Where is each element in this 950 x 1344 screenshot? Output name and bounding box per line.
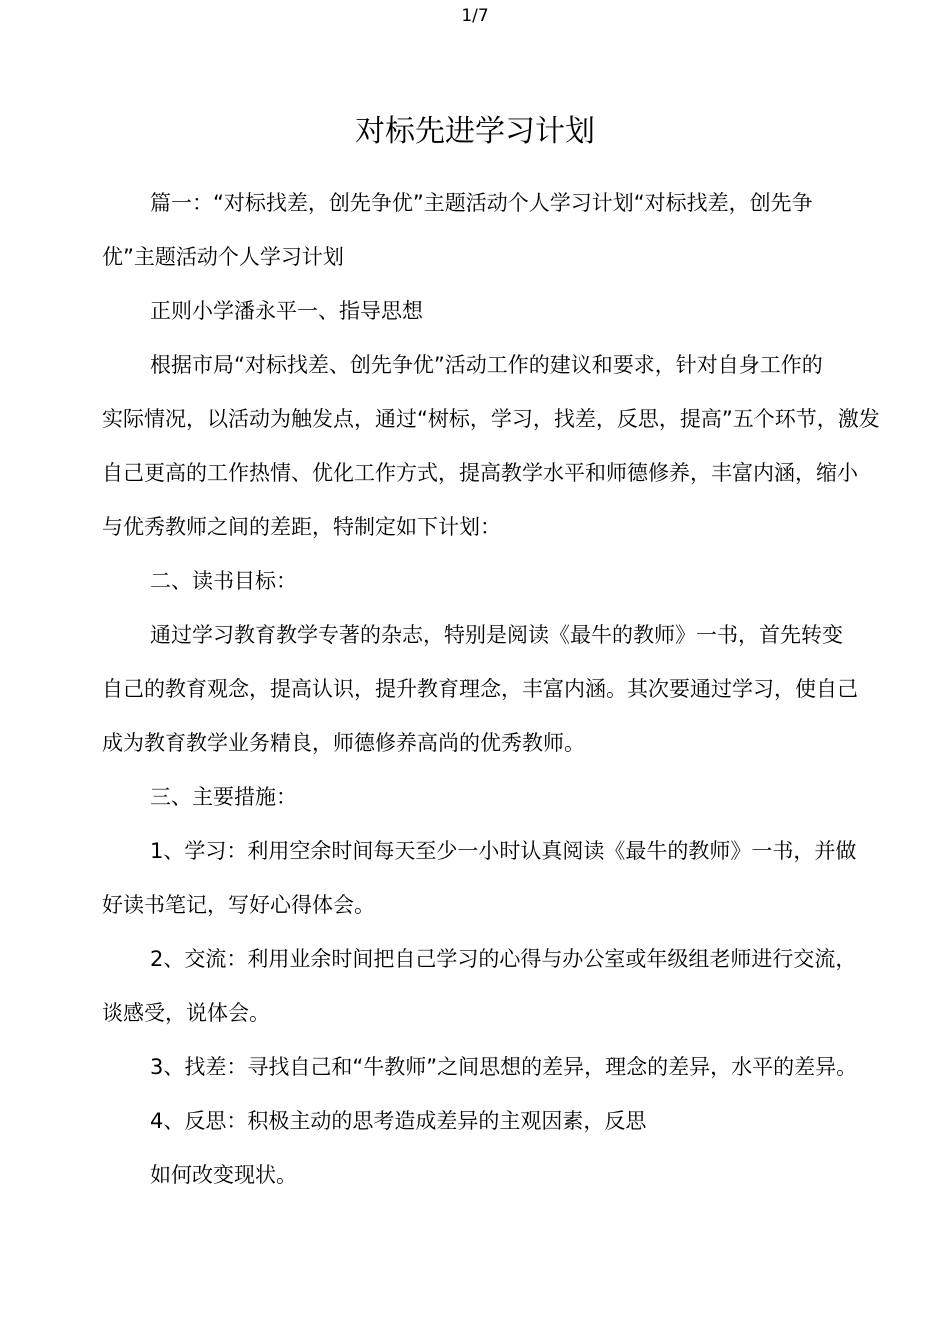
text-line: 2、交流：利用业余时间把自己学习的心得与办公室或年级组老师进行交流， [150, 947, 857, 971]
paragraph-background [102, 338, 880, 554]
text-line: 实际情况，以活动为触发点，通过“树标，学习，找差，反思，提高”五个环节，激发 [102, 407, 880, 431]
text-line: 4、反思：积极主动的思考造成差异的主观因素，反思 [150, 1109, 647, 1133]
text-line: 自己更高的工作热情、优化工作方式，提高教学水平和师德修养，丰富内涵，缩小 [102, 461, 858, 485]
text-line: 根据市局“对标找差、创先争优”活动工作的建议和要求，针对自身工作的 [150, 353, 823, 377]
text-line: 篇一：“对标找差，创先争优”主题活动个人学习计划“对标找差，创先争 [150, 191, 813, 215]
text-line: 谈感受，说体会。 [102, 1001, 270, 1025]
paragraph-author-guiding-thought [102, 284, 850, 338]
measure-item-study [102, 824, 857, 932]
text-line: 二、读书目标： [150, 569, 297, 593]
text-line: 自己的教育观念，提高认识，提升教育理念，丰富内涵。其次要通过学习，使自己 [102, 677, 858, 701]
paragraph-change-status [102, 1148, 850, 1202]
text-line: 成为教育教学业务精良，师德修养高尚的优秀教师。 [102, 731, 585, 755]
text-line: 三、主要措施： [150, 785, 297, 809]
text-line: 如何改变现状。 [150, 1163, 297, 1187]
text-line: 3、找差：寻找自己和“牛教师”之间思想的差异，理念的差异，水平的差异。 [150, 1055, 858, 1079]
text-line: 通过学习教育教学专著的杂志，特别是阅读《最牛的教师》一书，首先转变 [150, 623, 843, 647]
text-line: 正则小学潘永平一、指导思想 [150, 299, 423, 323]
measure-item-exchange [102, 932, 857, 1040]
text-line: 好读书笔记，写好心得体会。 [102, 893, 375, 917]
document-title: 对标先进学习计划 [355, 114, 595, 149]
text-line: 优”主题活动个人学习计划 [102, 245, 344, 269]
measure-item-reflect [102, 1094, 850, 1148]
measure-item-find-gaps [102, 1040, 858, 1094]
text-line: 1、学习：利用空余时间每天至少一小时认真阅读《最牛的教师》一书，并做 [150, 839, 857, 863]
paragraph-reading-goals [102, 608, 858, 770]
section-heading-main-measures [102, 770, 850, 824]
paragraph-intro [102, 176, 850, 284]
text-line: 与优秀教师之间的差距，特制定如下计划： [102, 515, 501, 539]
section-heading-reading-goals [102, 554, 850, 608]
document-body [102, 176, 880, 1202]
page-number: 1/7 [461, 6, 489, 26]
